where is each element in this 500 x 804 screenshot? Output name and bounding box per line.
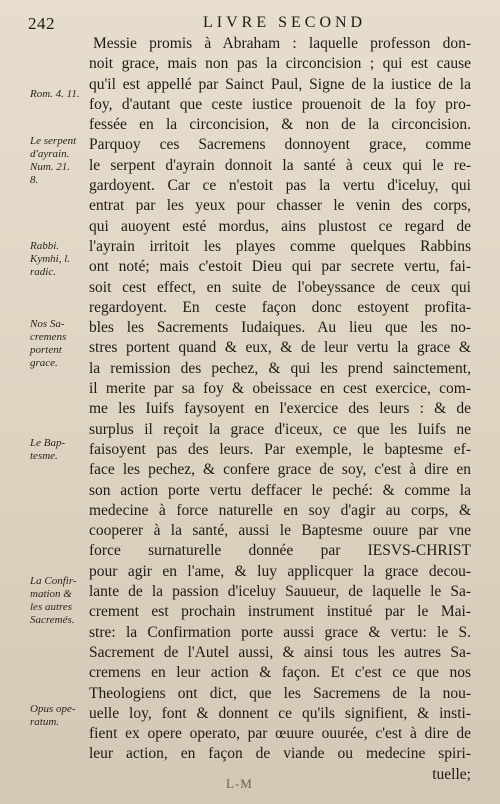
margin-note-baptesme (30, 437, 90, 463)
margin-note-rabbi (30, 240, 90, 279)
text-line: foy, d'autant que ceste iustice prouenoit de la foy pro- (89, 95, 471, 113)
text-line: surplus il reçoit la grace d'iceux, ce que les Iuifs ne (89, 420, 471, 438)
text-line: cremens en leur action & façon. Et c'est ce que nos (89, 664, 471, 682)
text-line: stres portent quand & eux, & de leur vertu la grace & (89, 339, 471, 357)
margin-note-line: Le serpent (30, 135, 77, 147)
margin-note-line: grace. (30, 357, 58, 369)
text-line: me les Iuifs faysoyent en l'exercice des leurs : & de (89, 400, 471, 418)
text-line: le serpent d'ayrain donnoit la santé à ceux qui le re- (89, 156, 471, 174)
text-line: regardoyent. En ceste façon donc estoyent profita- (89, 298, 471, 316)
text-line: Sacrement de l'Autel aussi, & ainsi tous les autres Sa- (89, 643, 471, 661)
margin-note-line: radic. (30, 266, 56, 278)
margin-note-line: tesme. (30, 450, 58, 462)
margin-note-line: 8. (30, 174, 39, 186)
text-line: entrat par les yeux pour chasser le venin des corps, (89, 197, 471, 215)
text-line: gardoyent. Car ce n'estoit pas la vertu d'iceluy, qui (89, 177, 471, 195)
text-line: fessée en la circoncision, & non de la circoncision. (89, 116, 471, 134)
text-line: cooperer à la santé, aussi le Baptesme ouure par vne (89, 522, 471, 540)
text-line: pour agir en l'ame, & luy applicquer la grace decou- (89, 562, 471, 580)
running-title: LIVRE SECOND (203, 14, 367, 31)
text-line: il merite par sa foy & obeissace en cest exercice, com- (89, 380, 471, 398)
margin-note-line: Le Bap- (30, 437, 66, 449)
text-line: son action porte vertu deffacer le peché: & comme la (89, 481, 471, 499)
margin-note-sacrements (30, 318, 90, 370)
text-line: l'ayrain irritoit les playes comme quelques Rabbins (89, 237, 471, 255)
text-line: medecine à force naturelle en soy d'agir au corps, & (89, 501, 471, 519)
margin-note-romans (30, 88, 90, 101)
text-line: soit cest effect, en suite de l'obeyssance de ceux qui (89, 278, 471, 296)
margin-note-line: Kymhi, l. (30, 253, 71, 265)
margin-note-line: Rabbi. (30, 240, 60, 252)
text-line: uelle loy, font & donnent ce qu'ils signifient, & insti- (89, 704, 471, 722)
signature-mark: L-M (226, 776, 253, 791)
margin-note-serpent (30, 135, 90, 187)
text-line: faisoyent pas des leurs. Par exemple, le baptesme ef- (89, 440, 471, 458)
margin-note-line: Sacremés. (30, 614, 75, 626)
page-header (28, 14, 472, 36)
text-line: qu'il est appellé par Sainct Paul, Signe de la iustice de la (89, 75, 471, 93)
margin-note-line: Num. 21. (30, 161, 71, 173)
text-line: lante de la passion d'iceluy Sauueur, de laquelle le Sa- (89, 583, 471, 601)
text-line: crement est prochain instrument institué par le Mai- (89, 603, 471, 621)
margin-note-line: portent (30, 344, 62, 356)
text-line: force surnaturelle donnée par IESVS-CHRIST (89, 542, 471, 560)
text-line: noit grace, mais non pas la circoncision ; qui est cause (89, 55, 471, 73)
margin-note-line: Nos Sa- (30, 318, 65, 330)
text-line: bles les Sacrements Iudaiques. Au lieu que les no- (89, 319, 471, 337)
margin-note-line: mation & (30, 588, 72, 600)
text-line: stre: la Confirmation porte aussi grace & vertu: le S. (89, 623, 471, 641)
text-line: Parquoy ces Sacremens donnoyent grace, comme (89, 136, 471, 154)
margin-note-line: Opus ope- (30, 703, 76, 715)
body-text (89, 34, 471, 785)
text-line: fient ex opere operato, par œuure ouurée, c'est à dire de (89, 725, 471, 743)
margin-note-line: les autres (30, 601, 73, 613)
text-line: la remission des pechez, & qui les prend sainctement, (89, 359, 471, 377)
text-line: Messie promis à Abraham : laquelle professon don- (93, 35, 471, 52)
margin-note-line: cremens (30, 331, 67, 343)
text-line: face les pechez, & confere grace de soy, c'est à dire en (89, 461, 471, 479)
margin-note-line: d'ayrain. (30, 148, 70, 160)
text-line: Theologiens ont dict, que les Sacremens de la nou- (89, 684, 471, 702)
margin-note-line: Rom. 4. 11. (30, 88, 80, 100)
text-line: qui auoyent esté mordus, ains plustost ce regard de (89, 217, 471, 235)
margin-note-opus-operatum (30, 703, 90, 729)
text-line: leur action, en façon de viande ou medecine spiri- (89, 745, 471, 763)
page-number: 242 (28, 14, 55, 33)
text-line: tuelle; (432, 765, 471, 783)
margin-note-line: ratum. (30, 716, 60, 728)
margin-note-line: La Confir- (30, 575, 77, 587)
margin-note-confirmation (30, 575, 90, 627)
text-line: ont noté; mais c'estoit Dieu qui par secrete vertu, fai- (89, 258, 471, 276)
